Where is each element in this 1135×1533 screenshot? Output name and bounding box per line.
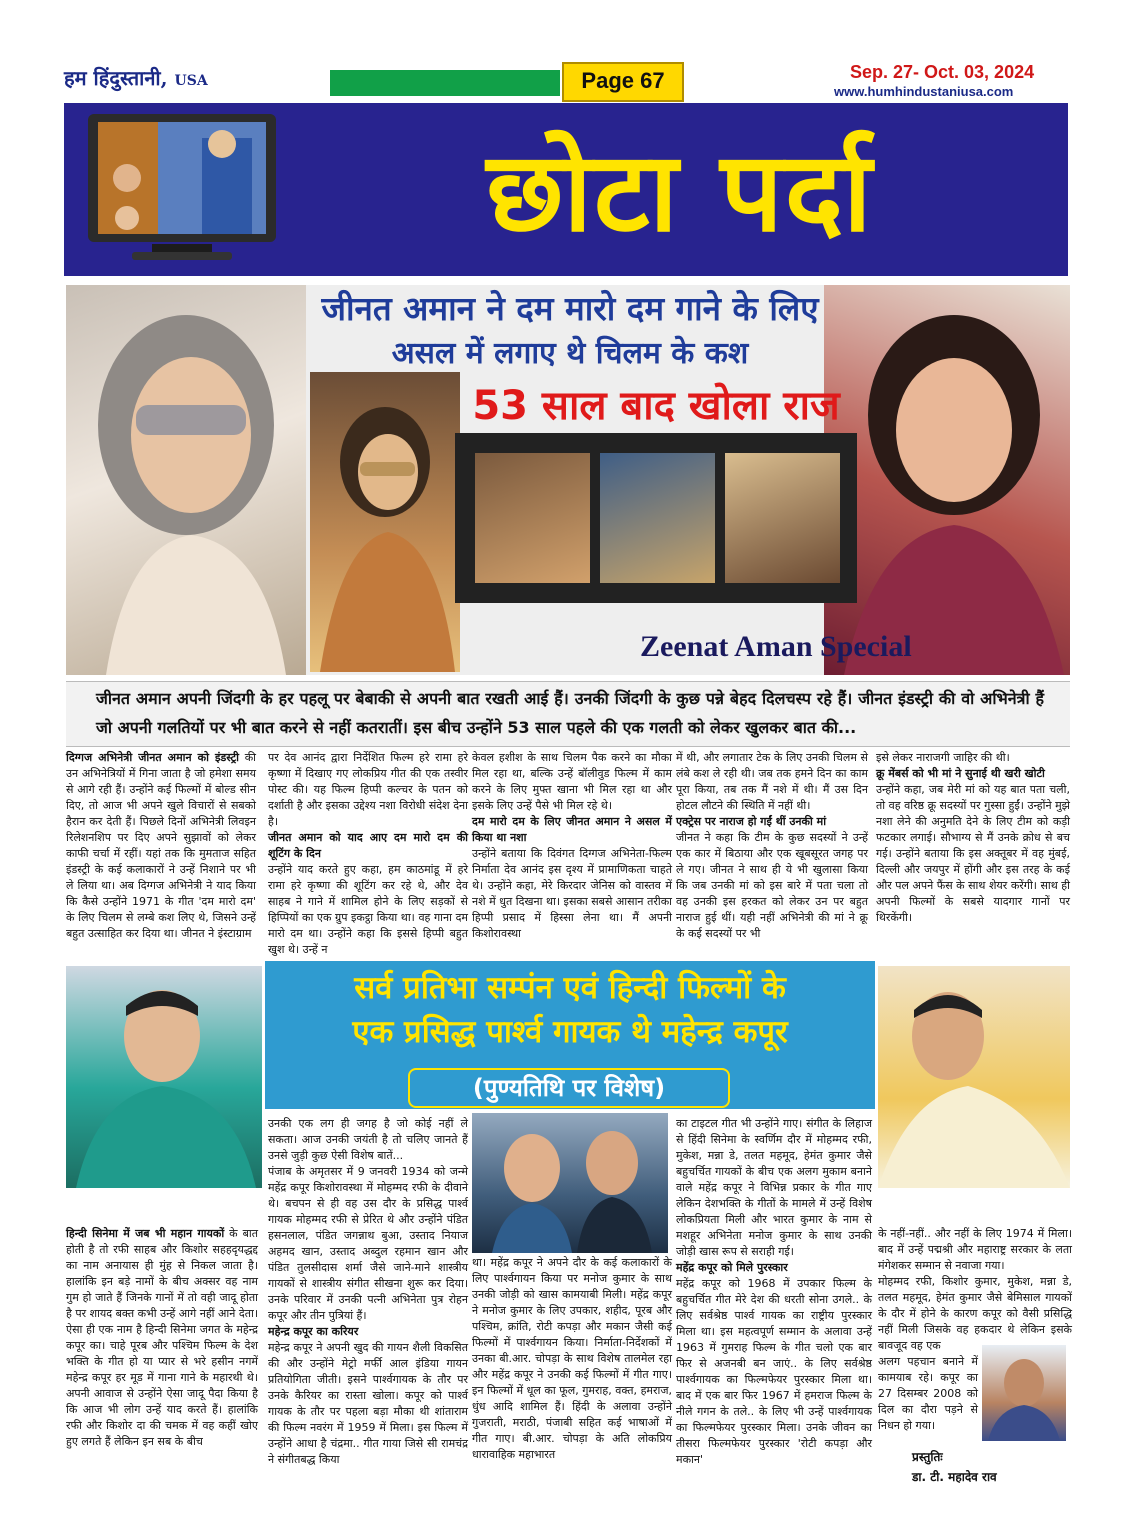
article2-column5 — [878, 1226, 1072, 1434]
feature2-headline-line2: एक प्रसिद्ध पार्श्व गायक थे महेन्द्र कपूर — [352, 1014, 788, 1050]
film-still-2 — [600, 453, 715, 583]
article2-column1-text: के बात होती है तो रफी साहब और किशोर सहहदृयद्धद्द का नाम अनायास ही मुंह से निकल जाता है। हालांकि इन बड़े नामों के बीच अक्सर वह नाम गुम हो जाते हैं जिनके गानों में तो वही जादू होता है पर शायद बक्त कभी उन्हें आगे नहीं आने देता। ऐसा ही एक नाम है हिन्दी सिनेमा जगत के महेन्द्र कपूर का। चाहे पूरब और पश्चिम फिल्म के देश भक्ति के गीत हो या प्यार से भरे हसीन नगमें महेन्द्र कपूर हर मूड में गाना गाने के महारथी थे। अपनी आवाज से उन्होंने ऐसा जादू पैदा किया है कि आज भी लोग उन्हें याद करते हैं। हालांकि रफी और किशोर दा की चमक में वह कहीं खोए हुए लगते हैं लेकिन इन सब के बीच — [66, 1227, 258, 1448]
article2-column1 — [66, 1226, 258, 1450]
article1-column4 — [676, 750, 868, 942]
website-link[interactable]: www.humhindustaniusa.com — [834, 84, 1014, 99]
page-number: Page 67 — [562, 62, 684, 102]
article2-column2-text-c: महेन्द्र कपूर ने अपनी खुद की गायन शैली विकसित की और उन्होंने मेट्रो मर्फी आल इंडिया गायन प्रतियोगिता जीती। इसने पार्श्वगायक के तौर पर उनके कैरियर का रास्ता खोला। कपूर को पार्श्व गायक के तौर पर पहला बड़ा मौका थी शांताराम की फिल्म नवरंग में 1959 में मिला। इस फिल्म में उन्होंने आधा है चंद्रमा.. गीत गाया जिसे सी रामचंद्र ने संगीतबद्ध किया — [268, 1341, 468, 1466]
byline-name: डा. टी. महादेव राव — [912, 1470, 997, 1484]
article1-column5 — [876, 750, 1070, 926]
column5-text-a: इसे लेकर नाराजगी जाहिर की थी। — [876, 751, 1010, 764]
issue-date: Sep. 27- Oct. 03, 2024 — [850, 62, 1035, 82]
article2-column2 — [268, 1116, 468, 1468]
column1-lead: दिग्गज अभिनेत्री जीनत अमान को इंडस्ट्री — [66, 751, 239, 764]
column2-text-a: पर देव आनंद द्वारा निर्देशित फिल्म हरे रामा हरे कृष्णा में दिखाए गए लोकप्रिय गीत की एक तस्वीर पोस्ट की। यह फिल्म हिप्पी कल्चर के पतन को दर्शाती है और इसका उद्देश्य नशा विरोधी संदेश देना है। — [268, 751, 468, 828]
article2-column2-text-a: उनकी एक लग ही जगह है जो कोई नहीं ले सकता। आज उनकी जयंती है तो चलिए जानते हैं उनसे जुड़ी कुछ ऐसी विशेष बातें... — [268, 1117, 468, 1162]
special-label: Zeenat Aman Special — [640, 630, 912, 663]
article2-column4 — [676, 1116, 872, 1468]
article2-column3-text: था। महेंद्र कपूर ने अपने दौर के कई कलाकारों के लिए पार्श्वगायन किया पर मनोज कुमार के साथ उनकी जोड़ी को खास कामयाबी मिली। महेंद्र कपूर ने मनोज कुमार के लिए उपकार, शहीद, पूरब और पश्चिम, क्रांति, रोटी कपड़ा और मकान जैसी कई फिल्मों में पार्श्वगायन किया। निर्माता-निर्देशकों में उनका बी.आर. चोपड़ा के साथ विशेष तालमेल रहा और महेंद्र कपूर ने उनकी कई फिल्मों में गीत गाए। इन फिल्मों में धूल का फूल, गुमराह, वक्त, हमराज, धुंध आदि शामिल हैं। हिंदी के अलावा उन्होंने गुजराती, मराठी, पंजाबी सहित कई भाषाओं में गीत गाए। बी.आर. चोपड़ा के अति लोकप्रिय धारावाहिक महाभारत — [472, 1256, 672, 1461]
feature2-tag: (पुण्यतिथि पर विशेष) — [408, 1068, 730, 1108]
article2-column4-text-a: का टाइटल गीत भी उन्होंने गाए। संगीत के लिहाज से हिंदी सिनेमा के स्वर्णिम दौर में मोहम्मद रफी, मुकेश, मन्ना डे, तलत महमूद, हेमंत कुमार जैसे बहुचर्चित गायकों के बीच एक अलग मुकाम बनाने वाले महेंद्र कपूर ने विभिन्न प्रकार के गीत गाए लेकिन देशभक्ति के गीतों के मामले में उन्हें विशेष लोकप्रियता मिली और भारत कुमार के नाम से मशहूर अभिनेता मनोज कुमार के साथ उनकी जोड़ी खास रूप से सराही गई। — [676, 1117, 872, 1258]
article1-column1 — [66, 750, 256, 942]
column1-text: की उन अभिनेत्रियों में गिना जाता है जो हमेशा समय से आगे रही हैं। उन्होंने कई फिल्मों में बोल्ड सीन दिए, तो आज भी अपने खुले विचारों से सबको हैरान कर देती हैं। पिछले दिनों अभिनेत्री लिवइन रिलेशनशिप पर दिए अपने सुझावों को लेकर काफी चर्चा में रहीं। यहां तक कि मुमताज सहित इंडस्ट्री के कई कलाकारों ने उन्हें निशाने पर भी ले लिया था। अब दिग्गज अभिनेत्री ने याद किया कि कैसे उन्होंने 1971 के गीत 'दम मारो दम' के लिए चिलम से लम्बे कश लिए थे, जिसने उन्हें बहुत उत्साहित कर दिया था। जीनत ने इंस्टाग्राम — [66, 751, 256, 940]
article2-lead: हिन्दी सिनेमा में जब भी महान गायकों — [66, 1227, 225, 1240]
article2-column2-text-b: पंजाब के अमृतसर में 9 जनवरी 1934 को जन्मे महेंद्र कपूर किशोरावस्था में मोहम्मद रफी के दीवाने थे। बचपन से ही वह उस दौर के प्रसिद्ध पार्श्व गायक मोहम्मद रफी से प्रेरित थे और उन्होंने पंडित हसनलाल, पंडित जगन्नाथ बुआ, उस्ताद नियाज अहमद खान, उस्ताद अब्दुल रहमान खान और पंडित तुलसीदास शर्मा जैसे जाने-माने शास्त्रीय गायकों से शास्त्रीय संगीत सीखना शुरू कर दिया। उनके परिवार में उनकी पत्नी अभिनेता पुत्र रोहन कपूर और तीन पुत्रियां हैं। — [268, 1165, 468, 1322]
column4-text-b: जीनत ने कहा कि टीम के कुछ सदस्यों ने उन्हें एक कार में बिठाया और एक खूबसूरत जगह पर ले गए। जीनत ने साथ ही ये भी खुलासा किया कि जब उनकी मां को इस बारे में पता चला तो वह उनकी इस हरकत को लेकर उन पर बहुत नाराज हुई थीं। यही नहीं अभिनेत्री की मां ने क्रू के कई सदस्यों पर भी — [676, 831, 868, 940]
column2-subhead: जीनत अमान को याद आए दम मारो दम की शूटिंग के दिन — [268, 831, 468, 860]
article1-column2 — [268, 750, 468, 958]
article1-column3 — [472, 750, 672, 942]
film-still-1 — [475, 453, 590, 583]
column4-subhead: एक्ट्रेस पर नाराज हो गईं थीं उनकी मां — [676, 815, 827, 828]
article2-column4-text-b: महेंद्र कपूर को 1968 में उपकार फिल्म के बहुचर्चित गीत मेरे देश की धरती सोना उगले.. के लिए सर्वश्रेष्ठ पार्श्व गायक का राष्ट्रीय पुरस्कार मिला था। इस महत्वपूर्ण सम्मान के अलावा उन्हें 1963 में गुमराह फिल्म के गीत चलो एक बार फिर से अजनबी बन जाएं.. के लिए सर्वश्रेष्ठ पार्श्वगायक का फिल्मफेयर पुरस्कार मिला था। बाद में एक बार फिर 1967 में हमराज फिल्म के नीले गगन के तले.. के लिए भी उन्हें पार्श्वगायक का फिल्मफेयर पुरस्कार मिला। उनके जीवन का तीसरा फिल्मफेयर पुरस्कार 'रोटी कपड़ा और मकान' — [676, 1277, 872, 1466]
tv-illustration — [82, 108, 282, 268]
article2-column5-text-a: के नहीं-नहीं.. और नहीं के लिए 1974 में मिला। बाद में उन्हें पद्मश्री और महाराष्ट्र सरकार के लता मंगेशकर सम्मान से नवाजा गया। — [878, 1227, 1072, 1272]
column5-text-b: उन्होंने कहा, जब मेरी मां को यह बात पता चली, तो वह वरिष्ठ क्रू सदस्यों पर गुस्सा हुईं। उन्होंने मुझे नशा लेने की अनुमति देने के लिए टीम को कड़ी फटकार लगाई। सौभाग्य से मैं उनके क्रोध से बच गई। उन्होंने बताया कि इस अक्तूबर में वह मुंबई, दिल्ली और जयपुर में होंगी और इस तरह के कई और पल अपने फैंस के साथ शेयर करेंगी। साथ ही अपनी फिल्मों के सबसे यादगार गानों पर थिरकेंगी। — [876, 783, 1070, 924]
column2-text-b: उन्होंने याद करते हुए कहा, हम काठमांडू में हरे रामा हरे कृष्णा की शूटिंग कर रहे थे, और देव साहब ने गाने में शामिल होने के लिए सड़कों से हिप्पियों का एक ग्रुप इकट्ठा किया था। वह गाना दम मारो दम था। उन्होंने कहा कि इससे हिप्पी बहुत खुश थे। उन्हें न — [268, 863, 468, 956]
publication-suffix: USA — [174, 73, 208, 89]
header-green-bar — [330, 70, 560, 96]
article2-column5-text-c: अलग पहचान बनाने में कामयाब रहे। कपूर का 27 दिसम्बर 2008 को दिल का दौरा पड़ने से निधन हो गया। — [878, 1355, 978, 1432]
vintage-photo-drawing — [310, 372, 460, 672]
film-strip — [455, 433, 857, 603]
column3-subhead: दम मारो दम के लिए जीनत अमान ने असल में किया था नशा — [472, 815, 672, 844]
feature1-subheadline: 53 साल बाद खोला राज — [472, 383, 840, 429]
feature1-headline-line1: जीनत अमान ने दम मारो दम गाने के लिए — [321, 289, 819, 328]
article2-column3 — [472, 1255, 672, 1463]
article2-column4-subhead: महेंद्र कपूर को मिले पुरस्कार — [676, 1261, 788, 1274]
film-still-3 — [725, 453, 840, 583]
photo-right-drawing — [878, 966, 1070, 1188]
section-masthead: छोटा पर्दा — [486, 128, 874, 256]
feature2-headline-line1: सर्व प्रतिभा सम्पंन एवं हिन्दी फिल्मों के — [354, 970, 786, 1006]
intro-text: जीनत अमान अपनी जिंदगी के हर पहलू पर बेबाकी से अपनी बात रखती आई हैं। उनकी जिंदगी के कुछ पन्ने बेहद दिलचस्प रहे हैं। जीनत इंडस्ट्री की वो अभिनेत्री हैं जो अपनी गलतियों पर भी बात करने से नहीं कतरातीं। इस बीच उन्होंने 53 साल पहले की एक गलती को लेकर खुलकर बात की... — [96, 689, 1044, 737]
photo-left-drawing — [66, 966, 262, 1188]
photo-middle-drawing — [472, 1113, 668, 1253]
article2-column2-subhead: महेन्द्र कपूर का करियर — [268, 1325, 359, 1338]
mahendra-kapoor-photo-left — [66, 966, 262, 1188]
article2-column5-text-b: मोहम्मद रफी, किशोर कुमार, मुकेश, मन्ना डे, तलत महमूद, हेमंत कुमार जैसे बेमिसाल गायकों के दौर में होने के कारण कपूर को वैसी प्रसिद्धि नहीं मिली जिसके वह हकदार थे लेकिन इसके बावजूद वह एक — [878, 1275, 1072, 1352]
zeenat-aman-vintage-photo — [310, 372, 460, 672]
column3-text-a: केवल हशीश के साथ चिलम पैक करने का मौका मिल रहा था, बल्कि उन्हें बॉलीवुड फिल्म में काम करने के लिए मुफ्त खाना भी मिल रहा था और इसके लिए उन्हें पैसे भी मिल रहे थे। — [472, 751, 672, 812]
column5-subhead: क्रू मेंबर्स को भी मां ने सुनाई थी खरी खोटी — [876, 767, 1045, 780]
column3-text-b: उन्होंने बताया कि दिवंगत दिग्गज अभिनेता-फिल्म निर्माता देव आनंद इस दृश्य में प्रामाणिकता चाहते थे। उन्होंने कहा, मेरे किरदार जेनिस को वास्तव में नशे में धुत दिखना था। इसका सबसे आसान तरीका हिप्पी प्रसाद में हिस्सा लेना था। मैं अपनी किशोरावस्था — [472, 847, 672, 940]
feature1-headline-line2: असल में लगाए थे चिलम के कश — [391, 336, 749, 371]
publication-name: हम हिंदुस्तानी, USA — [64, 66, 208, 90]
column4-text-a: में थी, और लगातार टेक के लिए उनकी चिलम से लंबे कश ले रही थी। जब तक हमने दिन का काम पूरा किया, तब तक मैं नशे में थी। मैं उस दिन होटल लौटने की स्थिति में नहीं थी। — [676, 751, 868, 812]
mahendra-kapoor-photo-right — [878, 966, 1070, 1188]
mahendra-kapoor-manoj-kumar-photo — [472, 1113, 668, 1253]
byline-label: प्रस्तुतिः — [912, 1450, 943, 1464]
